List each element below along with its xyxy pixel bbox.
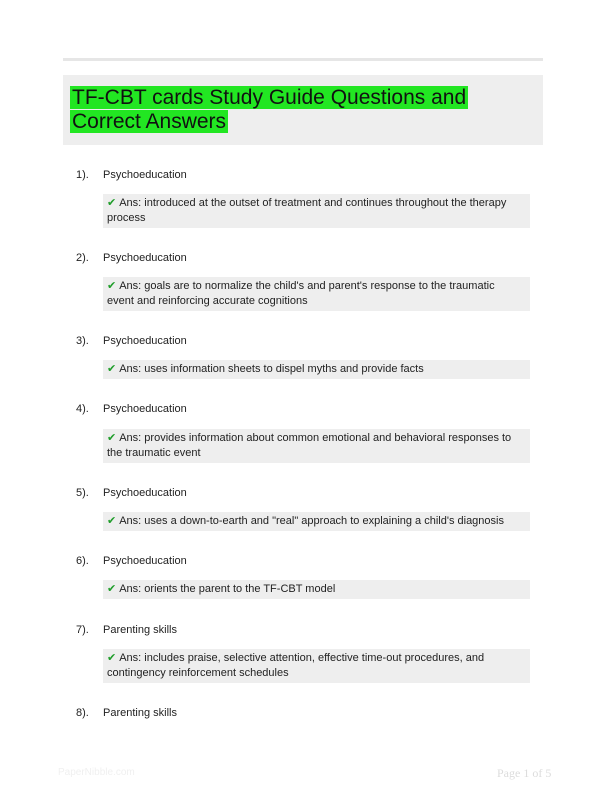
answer-prefix: Ans: — [119, 363, 142, 375]
answer-box — [103, 649, 530, 683]
check-icon: ✔ — [107, 197, 117, 209]
answer-box — [103, 429, 530, 463]
check-icon: ✔ — [107, 652, 117, 664]
question-text: Psychoeducation — [103, 555, 187, 567]
question-number: 7). — [76, 624, 89, 636]
answer-box — [103, 277, 530, 311]
question-text: Psychoeducation — [103, 403, 187, 415]
question-number: 5). — [76, 487, 89, 499]
question-text: Parenting skills — [103, 624, 177, 636]
page-number: Page 1 of 5 — [497, 766, 552, 780]
answer-prefix: Ans: — [119, 652, 142, 664]
check-icon: ✔ — [107, 432, 117, 444]
check-icon: ✔ — [107, 363, 117, 375]
answer-text: includes praise, selective attention, effective time-out procedures, and contingency reinforcement schedules — [107, 652, 485, 679]
check-icon: ✔ — [107, 280, 117, 292]
page-title — [70, 86, 530, 134]
answer-prefix: Ans: — [119, 583, 142, 595]
question-number: 1). — [76, 169, 89, 181]
footer-watermark: PaperNibble.com — [58, 767, 135, 778]
answer-box — [103, 580, 530, 599]
answer-text: introduced at the outset of treatment and continues throughout the therapy process — [107, 197, 507, 224]
answer-box — [103, 512, 530, 531]
answer-text: goals are to normalize the child's and parent's response to the traumatic event and reinforcing accurate cognitions — [107, 280, 495, 307]
question-text: Psychoeducation — [103, 252, 187, 264]
answer-box — [103, 360, 530, 379]
answer-text: orients the parent to the TF-CBT model — [144, 583, 336, 595]
question-text: Psychoeducation — [103, 487, 187, 499]
answer-text: provides information about common emotional and behavioral responses to the traumatic event — [107, 432, 512, 459]
question-number: 4). — [76, 403, 89, 415]
page-title-text: TF-CBT cards Study Guide Questions and Correct Answers — [72, 86, 467, 133]
question-number: 6). — [76, 555, 89, 567]
answer-prefix: Ans: — [119, 280, 142, 292]
question-text: Psychoeducation — [103, 169, 187, 181]
question-number: 3). — [76, 335, 89, 347]
question-text: Psychoeducation — [103, 335, 187, 347]
check-icon: ✔ — [107, 515, 117, 527]
answer-prefix: Ans: — [119, 197, 142, 209]
answer-text: uses information sheets to dispel myths and provide facts — [144, 363, 424, 375]
answer-prefix: Ans: — [119, 515, 142, 527]
answer-prefix: Ans: — [119, 432, 142, 444]
question-number: 8). — [76, 707, 89, 719]
question-text: Parenting skills — [103, 707, 177, 719]
answer-text: uses a down-to-earth and "real" approach to explaining a child's diagnosis — [144, 515, 504, 527]
check-icon: ✔ — [107, 583, 117, 595]
answer-box — [103, 194, 530, 228]
question-number: 2). — [76, 252, 89, 264]
top-divider — [63, 58, 543, 61]
